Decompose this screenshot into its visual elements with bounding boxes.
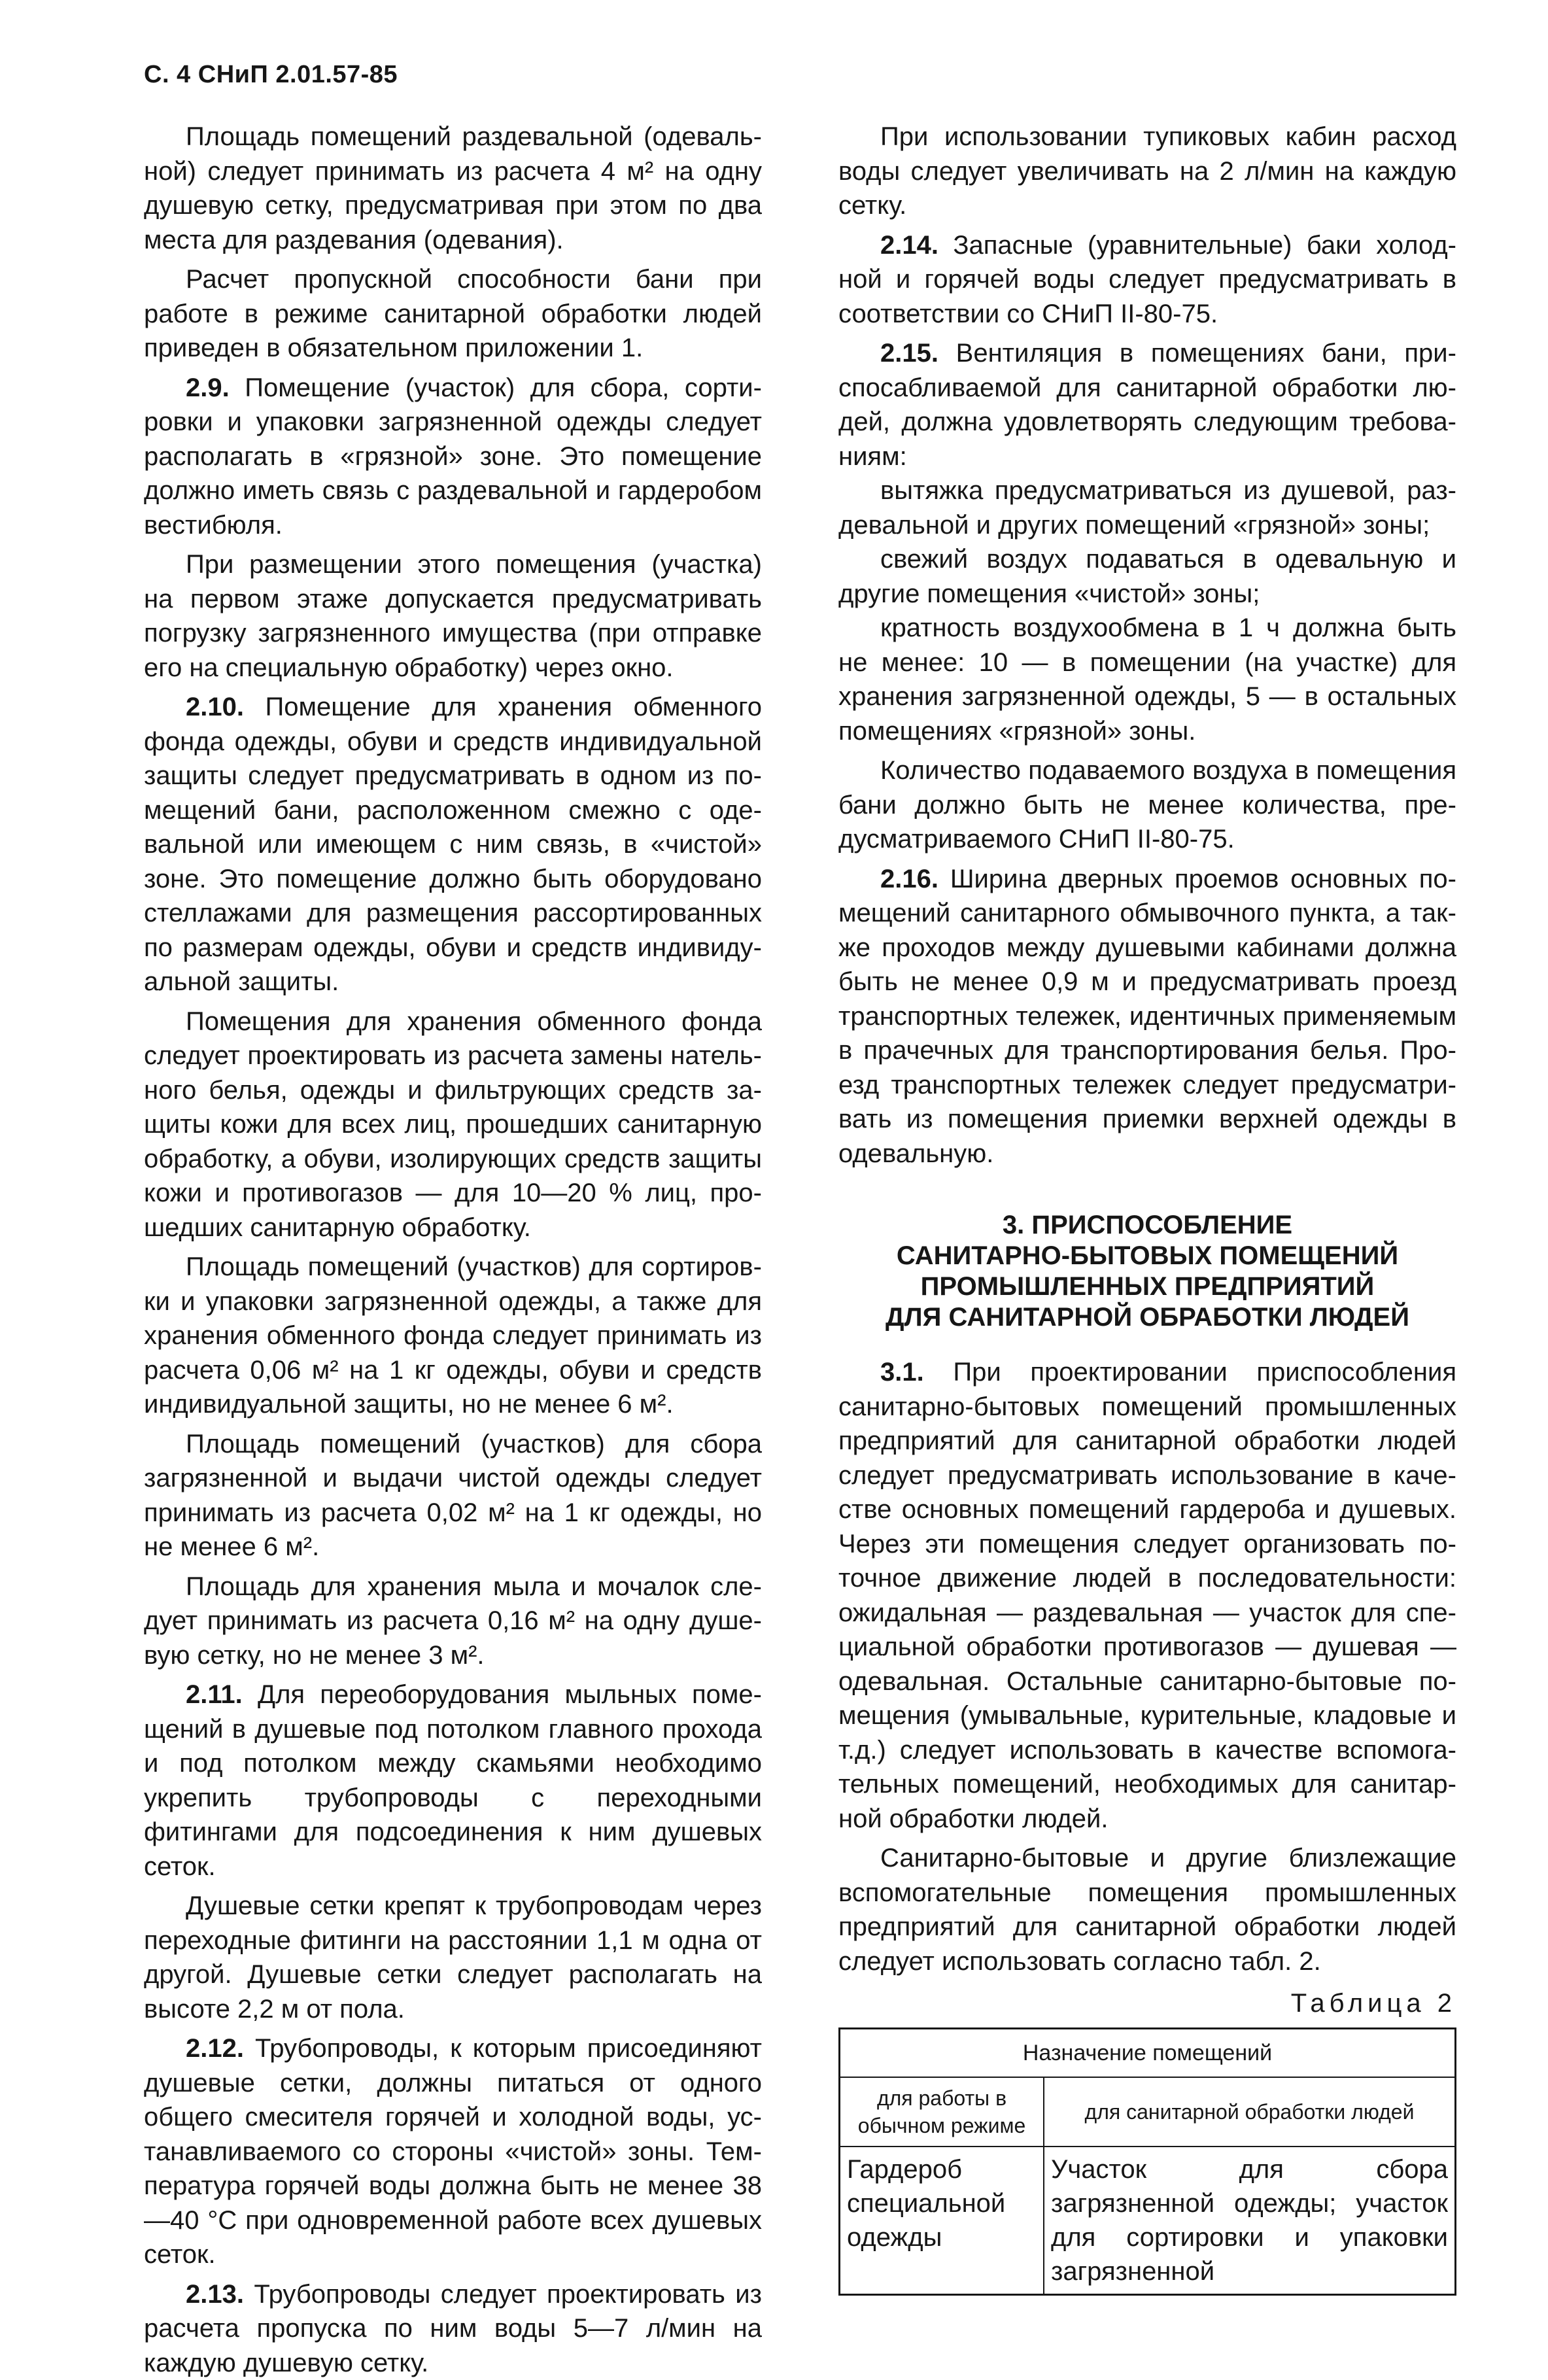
- table-header-row: [840, 2028, 1456, 2077]
- list-item: [838, 542, 1456, 611]
- left-column: [144, 120, 762, 2380]
- paragraph-text: Помещения для хранения обменного фонда следует проектировать из расчета замены нательного белья, одежды и фильтрующих средств защиты кожи для всех лиц, прошедших санитарную обработку, а обуви, изолирующих средств защиты кожи и противогазов — для 10—20 % лиц, прошедших санитарную обработку.: [144, 1007, 762, 1242]
- clause-2-10: [144, 690, 762, 999]
- paragraph-text: Помещение для хранения обменного фонда одежды, обуви и средств индивидуальной защиты следует предусматривать в одном из помещений бани, расположенном смежно с одевальной или имеющем с ним связь, в «чистой» зоне. Это помещение должно быть оборудовано стеллажами для размещения рассортированных по размерам одежды, обуви и средств индивидуальной защиты.: [144, 693, 762, 996]
- paragraph-text: кратность воздухообмена в 1 ч должна быть не менее: 10 — в помещении (на участке) для хранения загрязненной одежды, 5 — в остальных помещениях «грязной» зоны.: [838, 613, 1456, 746]
- paragraph-text: Помещение (участок) для сбора, сортировки и упаковки загрязненной одежды следует располагать в «грязной» зоне. Это помещение должно иметь связь с раздевальной и гардеробом вестибюля.: [144, 373, 762, 540]
- paragraph-text: Ширина дверных проемов основных помещений санитарного обмывочного пункта, а также проходов между душевыми кабинами должна быть не менее 0,9 м и предусматривать проезд транспортных тележек, идентичных применяемым в прачечных для транспортирования белья. Проезд транспортных тележек следует предусматривать из помещения приемки верхней одежды в одевальную.: [838, 865, 1456, 1168]
- paragraph-text: Запасные (уравнительные) баки холодной и горячей воды следует предусматривать в соответствии со СНиП II-80-75.: [838, 231, 1456, 328]
- paragraph: [838, 753, 1456, 857]
- table-subheader-row: [840, 2077, 1456, 2147]
- section-title-line: ДЛЯ САНИТАРНОЙ ОБРАБОТКИ ЛЮДЕЙ: [838, 1302, 1456, 1333]
- paragraph-text: При использовании тупиковых кабин расход воды следует увеличивать на 2 л/мин на каждую сетку.: [838, 122, 1456, 220]
- paragraph: [144, 120, 762, 257]
- table-header-col1: для работы в обычном режиме: [840, 2077, 1044, 2147]
- clause-number: 2.13.: [186, 2280, 244, 2309]
- clause-number: 2.11.: [186, 1680, 243, 1709]
- paragraph-text: Количество подаваемого воздуха в помещения бани должно быть не менее количества, предусматриваемого СНиП II-80-75.: [838, 756, 1456, 854]
- table-header-main: Назначение помещений: [840, 2028, 1456, 2077]
- paragraph-text: Площадь для хранения мыла и мочалок следует принимать из расчета 0,16 м² на одну душевую сетку, но не менее 3 м².: [144, 1572, 762, 1670]
- section-title-line: САНИТАРНО-БЫТОВЫХ ПОМЕЩЕНИЙ: [838, 1241, 1456, 1271]
- paragraph-text: Трубопроводы, к которым присоединяют душевые сетки, должны питаться от одного общего смесителя горячей и холодной воды, устанавливаемого со стороны «чистой» зоны. Температура горячей воды должна быть не менее 38—40 °С при одновременной работе всех душевых сеток.: [144, 2034, 762, 2269]
- section-3-title: [838, 1210, 1456, 1333]
- table-row: [840, 2147, 1456, 2295]
- paragraph-text: Вентиляция в помещениях бани, приспосабливаемой для санитарной обработки людей, должна удовлетворять следующим требованиям:: [838, 339, 1456, 471]
- paragraph-text: Трубопроводы следует проектировать из расчета пропуска по ним воды 5—7 л/мин на каждую душевую сетку.: [144, 2280, 762, 2377]
- clause-number: 2.10.: [186, 693, 244, 721]
- table-cell: Участок для сбора загрязненной одежды; участок для сортировки и упаковки загрязненной: [1044, 2147, 1456, 2295]
- clause-number: 2.15.: [880, 339, 938, 368]
- list-item: [838, 474, 1456, 542]
- clause-2-15: [838, 336, 1456, 474]
- paragraph: [144, 1427, 762, 1564]
- paragraph-text: При проектировании приспособления санитарно-бытовых помещений промышленных предприятий для санитарной обработки людей следует предусматривать использование в качестве основных помещений гардероба и душевых. Через эти помещения следует организовать поточное движение людей в последовательности: ожидальная — раздевальная — участок для специальной обработки противогазов — душевая — одевальная. Остальные санитарно-бытовые помещения (умывальные, курительные, кладовые и т.д.) следует использовать в качестве вспомогательных помещений, необходимых для санитарной обработки людей.: [838, 1358, 1456, 1833]
- running-head: С. 4 СНиП 2.01.57-85: [144, 61, 398, 89]
- clause-2-14: [838, 228, 1456, 332]
- paragraph: [838, 1841, 1456, 1978]
- clause-number: 2.12.: [186, 2034, 244, 2063]
- paragraph: [144, 1570, 762, 1673]
- paragraph-text: Душевые сетки крепят к трубопроводам через переходные фитинги на расстоянии 1,1 м одна от другой. Душевые сетки следует располагать на высоте 2,2 м от пола.: [144, 1891, 762, 2024]
- right-column: [838, 120, 1456, 2296]
- paragraph: [144, 1250, 762, 1422]
- clause-2-9: [144, 371, 762, 543]
- paragraph-text: Площадь помещений (участков) для сбора загрязненной и выдачи чистой одежды следует принимать из расчета 0,02 м² на 1 кг одежды, но не менее 6 м².: [144, 1430, 762, 1562]
- paragraph: [144, 1005, 762, 1245]
- clause-3-1: [838, 1355, 1456, 1836]
- table-caption: Таблица 2: [838, 1986, 1456, 2021]
- paragraph: [144, 1889, 762, 2026]
- table-header-col2: для санитарной обработки людей: [1044, 2077, 1456, 2147]
- section-title-line: ПРОМЫШЛЕННЫХ ПРЕДПРИЯТИЙ: [838, 1271, 1456, 1302]
- paragraph-text: свежий воздух подаваться в одевальную и другие помещения «чистой» зоны;: [838, 545, 1456, 608]
- clause-2-16: [838, 862, 1456, 1171]
- clause-number: 3.1.: [880, 1358, 924, 1387]
- paragraph: [144, 262, 762, 366]
- clause-2-12: [144, 2031, 762, 2272]
- table-cell: Гардероб специальной одежды: [840, 2147, 1044, 2295]
- paragraph-text: Площадь помещений (участков) для сортировки и упаковки загрязненной одежды, а также для хранения обменного фонда следует принимать из расчета 0,06 м² на 1 кг одежды, обуви и средств индивидуальной защиты, но не менее 6 м².: [144, 1252, 762, 1419]
- paragraph-text: Санитарно-бытовые и другие близлежащие вспомогательные помещения промышленных предприятий для санитарной обработки людей следует использовать согласно табл. 2.: [838, 1844, 1456, 1976]
- clause-2-11: [144, 1678, 762, 1884]
- paragraph: [838, 120, 1456, 223]
- table-2: [838, 2027, 1456, 2296]
- paragraph-text: При размещении этого помещения (участка) на первом этаже допускается предусматривать погрузку загрязненного имущества (при отправке его на специальную обработку) через окно.: [144, 550, 762, 682]
- clause-number: 2.9.: [186, 373, 230, 402]
- list-item: [838, 611, 1456, 748]
- paragraph: [144, 547, 762, 685]
- paragraph-text: вытяжка предусматриваться из душевой, раздевальной и других помещений «грязной» зоны;: [838, 476, 1456, 540]
- paragraph-text: Расчет пропускной способности бани при работе в режиме санитарной обработки людей приведен в обязательном приложении 1.: [144, 265, 762, 362]
- clause-2-13: [144, 2277, 762, 2380]
- paragraph-text: Для переоборудования мыльных помещений в душевые под потолком главного прохода и под потолком между скамьями необходимо укрепить трубопроводы с переходными фитингами для подсоединения к ним душевых сеток.: [144, 1680, 762, 1881]
- clause-number: 2.14.: [880, 231, 938, 260]
- clause-number: 2.16.: [880, 865, 938, 893]
- paragraph-text: Площадь помещений раздевальной (одевальной) следует принимать из расчета 4 м² на одну душевую сетку, предусматривая при этом по два места для раздевания (одевания).: [144, 122, 762, 254]
- section-title-line: 3. ПРИСПОСОБЛЕНИЕ: [838, 1210, 1456, 1241]
